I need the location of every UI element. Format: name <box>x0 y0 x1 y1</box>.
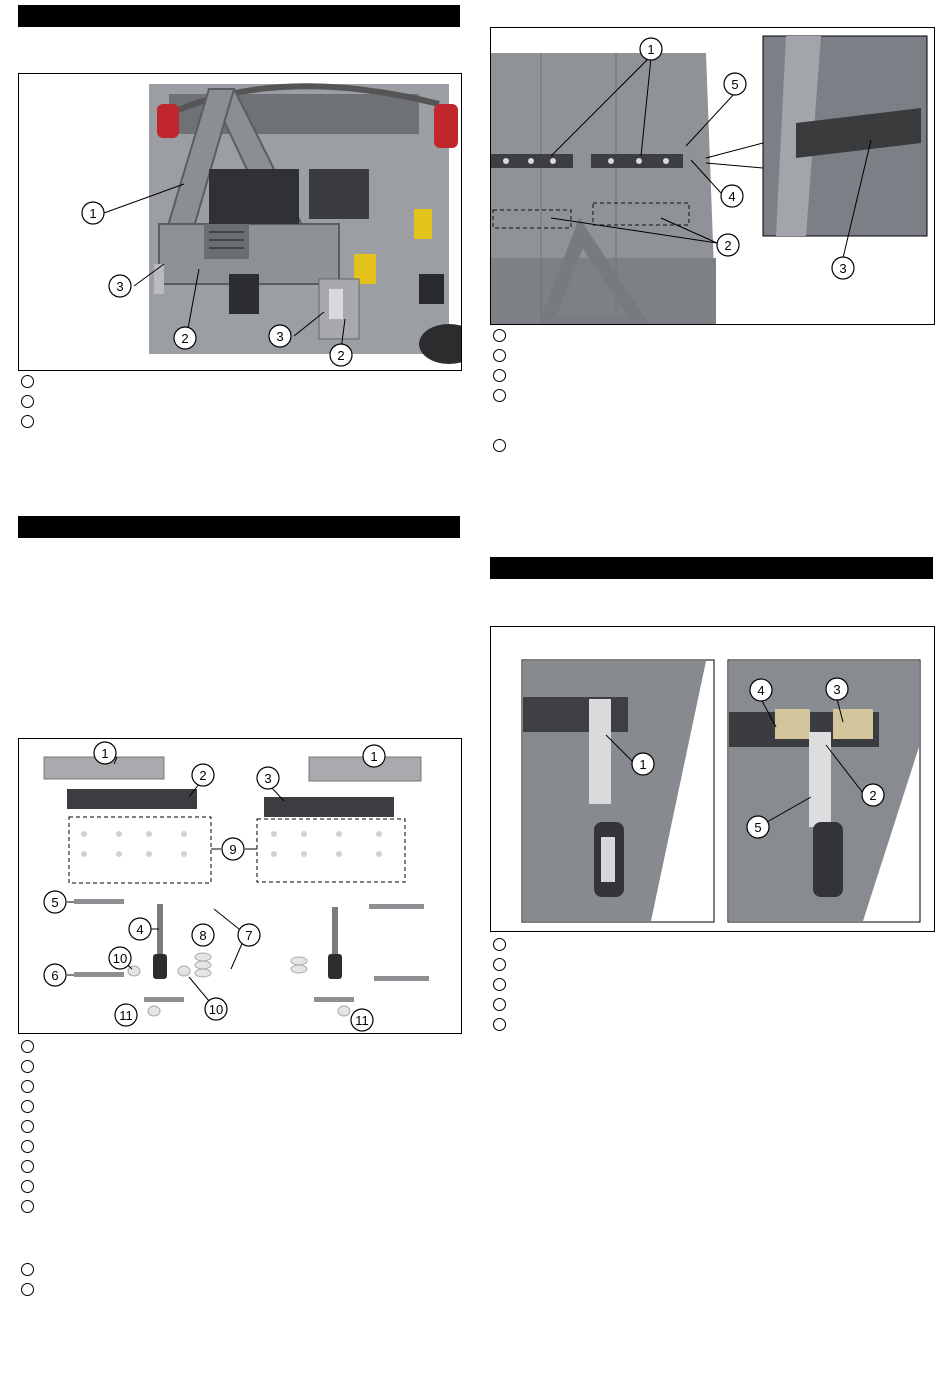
legend-marker <box>21 1040 34 1053</box>
fig2-callout-6: 6 <box>51 968 59 983</box>
legend-marker <box>493 958 506 971</box>
legend-marker <box>21 415 34 428</box>
section-header-bar-2 <box>18 516 460 538</box>
fig4-callout-4: 4 <box>757 683 765 698</box>
fig2-callout-3: 3 <box>264 771 272 786</box>
figure-plate-mounting <box>490 27 935 325</box>
legend-marker <box>21 1120 34 1133</box>
fig2-callout-11a: 11 <box>119 1008 133 1023</box>
fig3-callout-5: 5 <box>731 77 739 92</box>
legend-marker <box>493 369 506 382</box>
fig4-callout-2: 2 <box>869 788 877 803</box>
fig3-callout-2: 2 <box>724 238 732 253</box>
legend-marker <box>493 998 506 1011</box>
legend-marker <box>21 1200 34 1213</box>
plate-mounting-illustration <box>491 28 934 324</box>
fig1-callout-2b: 2 <box>337 348 345 363</box>
fig2-callout-1a: 1 <box>101 746 109 761</box>
legend-marker <box>21 1180 34 1193</box>
fig2-callout-9: 9 <box>229 842 237 857</box>
fig2-callout-10a: 10 <box>112 951 128 966</box>
fig3-callout-1: 1 <box>647 42 655 57</box>
fig3-callout-3: 3 <box>839 261 847 276</box>
turnbuckle-mount-illustration <box>491 627 934 931</box>
legend-marker <box>21 1060 34 1073</box>
legend-marker <box>493 938 506 951</box>
legend-marker <box>493 1018 506 1031</box>
fig1-callout-3a: 3 <box>116 279 124 294</box>
fig2-callout-10b: 10 <box>208 1002 224 1017</box>
legend-marker <box>21 1080 34 1093</box>
section-header-bar-1 <box>18 5 460 27</box>
parts-kit-illustration <box>19 739 461 1033</box>
legend-marker <box>21 1140 34 1153</box>
legend-marker <box>21 1283 34 1296</box>
legend-marker <box>21 375 34 388</box>
fig2-callout-4: 4 <box>136 922 144 937</box>
legend-marker <box>493 439 506 452</box>
fig2-callout-11b: 11 <box>355 1013 369 1028</box>
legend-marker <box>21 1160 34 1173</box>
fig2-callout-7: 7 <box>245 928 253 943</box>
fig2-callout-5: 5 <box>51 895 59 910</box>
hitch-frame-illustration <box>19 74 461 370</box>
fig1-callout-3b: 3 <box>276 329 284 344</box>
fig4-callout-3: 3 <box>833 682 841 697</box>
legend-marker <box>21 395 34 408</box>
legend-marker <box>21 1100 34 1113</box>
fig2-callout-8: 8 <box>199 928 207 943</box>
fig2-callout-1b: 1 <box>370 749 378 764</box>
fig1-callout-1: 1 <box>89 206 97 221</box>
legend-marker <box>21 1263 34 1276</box>
figure-turnbuckle-mount <box>490 626 935 932</box>
fig4-callout-1: 1 <box>639 757 647 772</box>
section-header-bar-3 <box>490 557 933 579</box>
legend-marker <box>493 978 506 991</box>
fig1-callout-2a: 2 <box>181 331 189 346</box>
figure-parts-kit <box>18 738 462 1034</box>
legend-marker <box>493 349 506 362</box>
fig4-callout-5: 5 <box>754 820 762 835</box>
fig3-callout-4: 4 <box>728 189 736 204</box>
fig2-callout-2: 2 <box>199 768 207 783</box>
figure-hitch-frame <box>18 73 462 371</box>
legend-marker <box>493 389 506 402</box>
legend-marker <box>493 329 506 342</box>
